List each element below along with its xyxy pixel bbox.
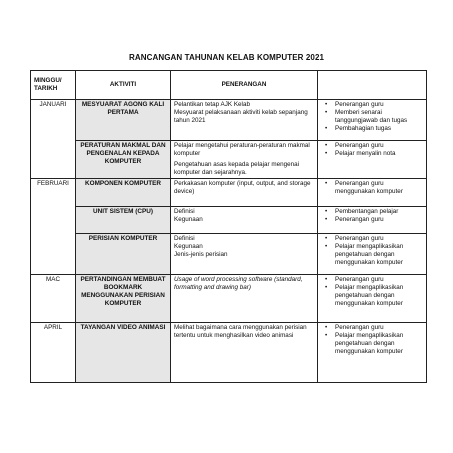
description-cell xyxy=(171,323,318,383)
header-description: PENERANGAN xyxy=(171,71,318,100)
activity-cell: PERATURAN MAKMAL DAN PENGENALAN KEPADA KOMPUTER xyxy=(76,141,171,179)
table-header-row xyxy=(31,71,427,100)
activity-cell: TAYANGAN VIDEO ANIMASI xyxy=(76,323,171,383)
note-item: • Penerangan guru xyxy=(335,324,423,332)
table-row xyxy=(31,323,427,383)
description-cell xyxy=(171,275,318,323)
month-cell-april: APRIL xyxy=(31,323,76,383)
note-item: • Pembahagian tugas xyxy=(335,125,423,133)
table-row xyxy=(31,179,427,207)
note-item: • Penerangan guru xyxy=(335,101,423,109)
description-cell xyxy=(171,179,318,207)
activity-cell: MESYUARAT AGONG KALI PERTAMA xyxy=(76,100,171,141)
description-cell xyxy=(171,207,318,234)
note-item: • Pelajar menyalin nota xyxy=(335,150,423,158)
table-row xyxy=(31,207,427,234)
note-item: • Pembentangan pelajar xyxy=(335,208,423,216)
month-cell-mac: MAC xyxy=(31,275,76,323)
note-item: • Pelajar mengaplikasikan pengetahuan dengan menggunakan komputer xyxy=(335,284,423,308)
document-title: RANCANGAN TAHUNAN KELAB KOMPUTER 2021 xyxy=(128,53,325,62)
month-cell-februari: FEBRUARI xyxy=(31,179,76,275)
notes-cell xyxy=(318,234,427,275)
table-row xyxy=(31,100,427,141)
description-line: Pelantikan tetap AJK Kelab xyxy=(174,101,250,108)
header-month: MINGGU/ TARIKH xyxy=(31,71,76,100)
month-cell-januari: JANUARI xyxy=(31,100,76,179)
notes-cell xyxy=(318,141,427,179)
header-notes xyxy=(318,71,427,100)
description-line: Usage of word processing software (standard, formatting and drawing bar) xyxy=(174,276,303,292)
notes-cell xyxy=(318,323,427,383)
description-line: Definisi xyxy=(174,208,195,216)
note-item: • Pelajar mengaplikasikan pengetahuan dengan menggunakan komputer xyxy=(335,332,423,356)
note-item: • Penerangan guru xyxy=(335,276,423,284)
description-cell xyxy=(171,141,318,179)
note-item: • Pelajar mengaplikasikan pengetahuan dengan menggunakan komputer xyxy=(335,243,423,267)
description-line: Melihat bagaimana cara menggunakan perisian tertentu untuk menghasilkan video animasi xyxy=(174,324,307,340)
description-line: Kegunaan xyxy=(174,243,203,251)
note-item: • Penerangan guru menggunakan komputer xyxy=(335,180,423,196)
note-item: • Penerangan guru xyxy=(335,235,423,243)
notes-cell xyxy=(318,207,427,234)
notes-cell xyxy=(318,179,427,207)
description-cell xyxy=(171,100,318,141)
activity-cell: UNIT SISTEM (CPU) xyxy=(76,207,171,234)
activity-cell: PERTANDINGAN MEMBUAT BOOKMARK MENGGUNAKAN PERISIAN KOMPUTER xyxy=(76,275,171,323)
table-row xyxy=(31,234,427,275)
activity-cell: KOMPONEN KOMPUTER xyxy=(76,179,171,207)
activity-cell: PERISIAN KOMPUTER xyxy=(76,234,171,275)
description-cell xyxy=(171,234,318,275)
table-row xyxy=(31,275,427,323)
annual-plan-table xyxy=(30,70,427,383)
description-line: Mesyuarat pelaksanaan aktiviti kelab sepanjang tahun 2021 xyxy=(174,109,308,125)
description-line: Jenis-jenis perisian xyxy=(174,251,228,259)
description-line: Perkakasan komputer (input, output, and storage device) xyxy=(174,180,311,196)
description-line: Definisi xyxy=(174,235,195,243)
header-activity: AKTIVITI xyxy=(76,71,171,100)
description-line: Kegunaan xyxy=(174,216,203,224)
note-item: • Penerangan guru xyxy=(335,216,423,224)
note-item: • Penerangan guru xyxy=(335,142,423,150)
table-row xyxy=(31,141,427,179)
description-line: Pengetahuan asas kepada pelajar mengenai komputer dan sejarahnya. xyxy=(174,161,299,177)
description-line: Pelajar mengetahui peraturan-peraturan makmal komputer xyxy=(174,142,310,158)
note-item: • Memberi senarai tanggungjawab dan tugas xyxy=(335,109,423,125)
notes-cell xyxy=(318,100,427,141)
notes-cell xyxy=(318,275,427,323)
